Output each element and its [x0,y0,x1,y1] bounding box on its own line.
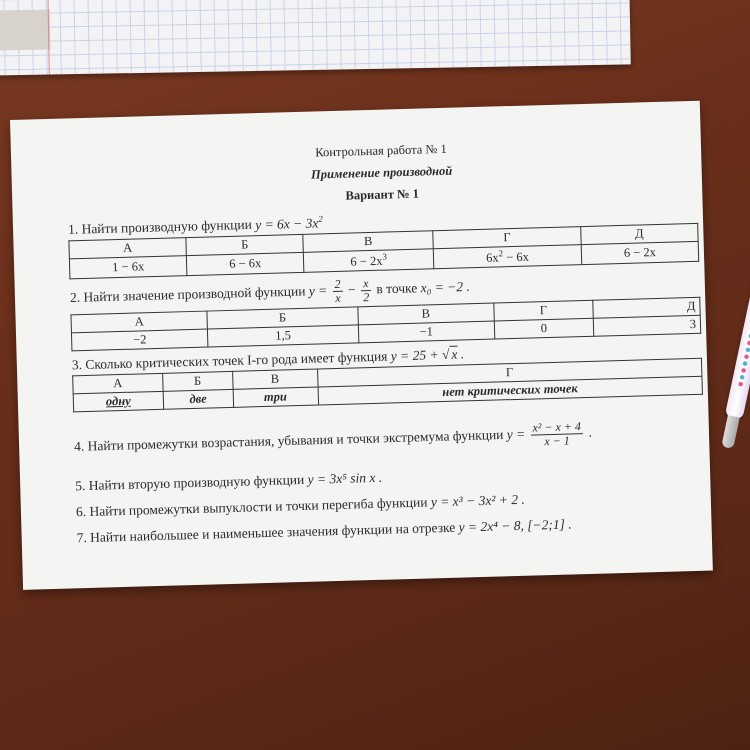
task-4-end: . [588,424,593,440]
option-answer: одну [73,391,163,412]
task-1-text: 1. Найти производную функции [67,216,253,237]
task-3-text: 3. Сколько критических точек I-го рода имеет функция [71,348,388,373]
option-answer: 6 − 6x [186,252,304,275]
task-2-point-text: в точке [376,279,418,297]
option-letter: Б [186,234,304,255]
pen [725,270,750,420]
task-4-fraction: $\frac{\text{x² − x + 4}}{x - 1}$ [530,420,583,448]
task-2-fraction-1: $\frac{2}{x}$ [334,276,341,305]
option-letter: Д [593,297,701,318]
option-answer: −1 [358,321,495,343]
variant-label: Вариант № 1 [345,186,420,203]
option-letter: А [69,237,187,258]
pen-tip [721,415,739,449]
option-answer: 1 − 6x [69,255,187,278]
option-letter: Г [494,300,594,321]
option-letter: Г [433,226,581,248]
option-letter: В [303,230,433,252]
document-body [66,131,708,572]
option-answer: $6 - 2x^3$ [303,248,433,272]
option-letter: В [357,303,494,325]
task-2-minus: − [347,281,356,297]
option-answer: 3 [593,315,701,336]
option-letter: Г [317,358,702,387]
option-letter: В [232,369,317,389]
option-answer: −2 [71,329,208,351]
task-6-formula: y = x³ − 3x² + 2 . [430,491,525,510]
option-letter: Б [163,371,233,391]
task-1-formula: $y = 6x - 3x^2$ [254,213,323,232]
test-paper [10,101,713,590]
notebook-cover [0,10,50,51]
doc-title: Контрольная работа № 1 [315,141,447,160]
task-7-text: 7. Найти наибольшее и наименьшее значения функции на отрезке [76,519,456,545]
open-tasks [73,394,707,572]
task-4-text: 4. Найти промежутки возрастания, убывания и точки экстремума функции [73,426,504,454]
task-5-formula: y = 3x⁵ sin x . [307,469,383,487]
option-letter: А [71,311,208,333]
doc-subtitle: Применение производной [310,163,453,182]
option-answer: нет критических точек [318,376,703,405]
task-6-text: 6. Найти промежутки выпуклости и точки перегиба функции [75,494,428,519]
task-6 [76,491,525,520]
task-2-point-value: x₀ = −2 . [420,278,470,295]
option-letter: Д [581,223,699,244]
task-7 [76,516,571,546]
task-5-text: 5. Найти вторую производную функции [75,471,305,493]
option-answer: $6x^2 - 6x$ [433,244,581,268]
task-2-fraction-2: $\frac{x}{2}$ [361,277,372,304]
option-letter: Б [207,307,358,329]
option-answer: 6 − 2x [581,241,699,264]
header [66,131,698,215]
task-3-formula: y = 25 + √ x . [390,346,465,364]
option-letter: А [73,373,163,394]
task-4 [74,420,592,461]
task-5 [75,469,382,494]
option-answer: три [233,387,318,407]
option-answer: 1,5 [208,325,359,347]
pen-pattern [735,280,750,390]
task-2-y: y = [308,282,328,298]
option-answer: 0 [494,318,594,339]
task-4-y: y = [506,425,526,442]
option-answer: две [163,389,233,409]
task-2-text: 2. Найти значение производной функции [69,283,306,305]
task-7-formula: y = 2x⁴ − 8, [−2;1] . [458,516,572,535]
notebook [0,0,631,76]
